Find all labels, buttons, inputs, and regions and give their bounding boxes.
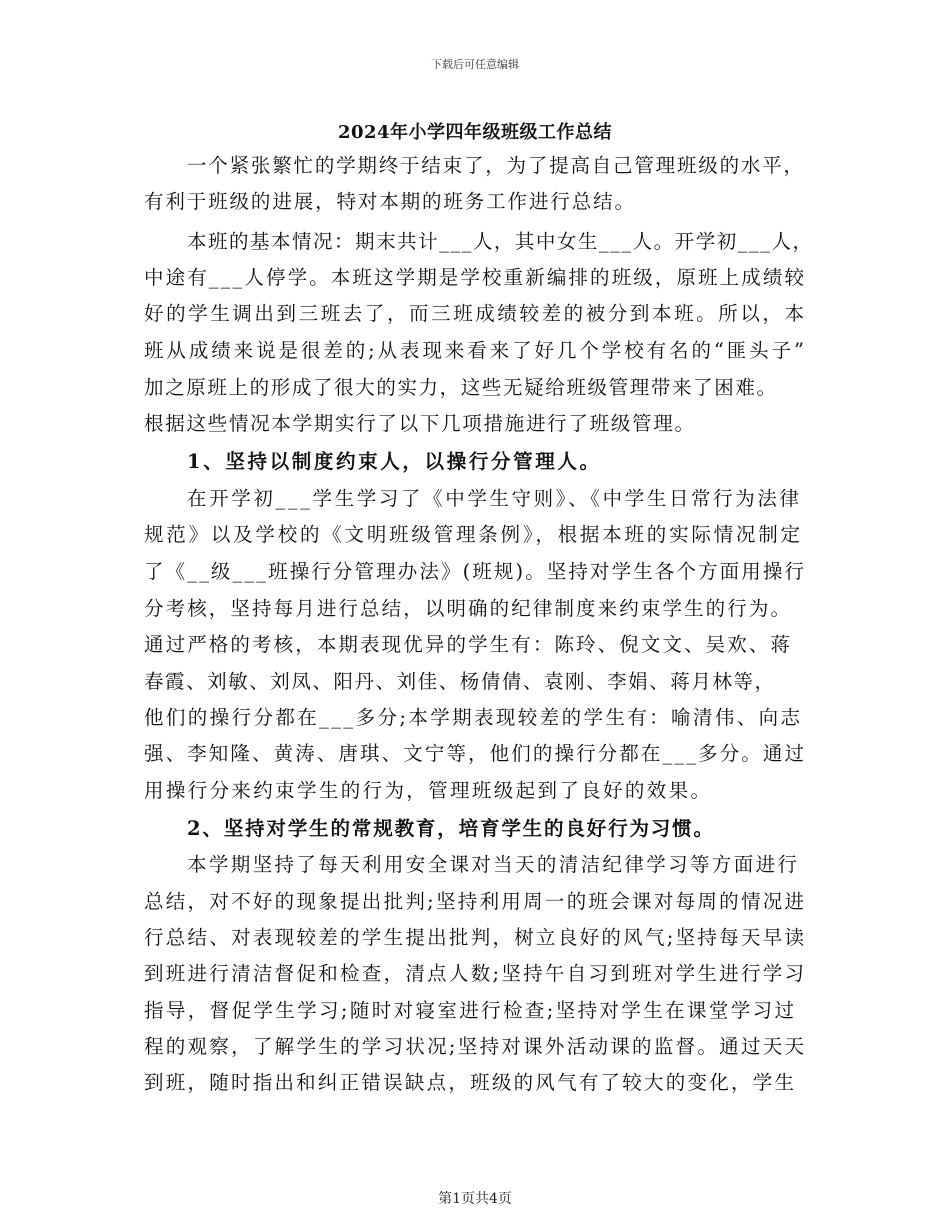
body-line: 本班的基本情况：期末共计___人，其中女生___人。开学初___人， <box>187 230 814 253</box>
body-line: 通过严格的考核，本期表现优异的学生有：陈玲、倪文文、吴欢、蒋 <box>144 633 793 656</box>
body-line: 到班，随时指出和纠正错误缺点，班级的风气有了较大的变化，学生 <box>144 1071 797 1094</box>
body-line: 行总结、对表现较差的学生提出批判，树立良好的风气;坚持每天早读 <box>144 926 807 949</box>
body-line: 总结，对不好的现象提出批判;坚持利用周一的班会课对每周的情况进 <box>144 890 807 913</box>
body-line: 一个紧张繁忙的学期终于结束了，为了提高自己管理班级的水平， <box>187 154 805 177</box>
header-note: 下载后可任意编辑 <box>431 58 519 71</box>
body-line: 他们的操行分都在___多分;本学期表现较差的学生有：喻清伟、向志 <box>144 706 803 729</box>
page-footer: 第1页共4页 <box>438 1191 512 1207</box>
body-line: 春霞、刘敏、刘凤、阳丹、刘佳、杨倩倩、袁刚、李娟、蒋月林等， <box>144 670 776 693</box>
body-line: 中途有___人停学。本班这学期是学校重新编排的班级，原班上成绩较 <box>144 266 807 289</box>
body-line: 有利于班级的进展，特对本期的班务工作进行总结。 <box>144 190 636 213</box>
body-line: 根据这些情况本学期实行了以下几项措施进行了班级管理。 <box>144 412 696 435</box>
document-title: 2024年小学四年级班级工作总结 <box>337 122 613 143</box>
body-line: 本学期坚持了每天利用安全课对当天的清洁纪律学习等方面进行 <box>187 853 800 876</box>
body-line: 好的学生调出到三班去了，而三班成绩较差的被分到本班。所以，本 <box>144 302 807 325</box>
body-line: 到班进行清洁督促和检查，清点人数;坚持午自习到班对学生进行学习 <box>144 962 807 985</box>
body-line: 了《__级___班操行分管理办法》(班规)。坚持对学生各个方面用操行 <box>144 560 807 583</box>
section-heading: 2、坚持对学生的常规教育，培育学生的良好行为习惯。 <box>187 817 715 840</box>
body-line: 班从成绩来说是很差的;从表现来看来了好几个学校有名的“匪头子” <box>144 339 807 362</box>
body-line: 强、李知隆、黄涛、唐琪、文宁等，他们的操行分都在___多分。通过 <box>144 742 807 765</box>
body-line: 程的观察，了解学生的学习状况;坚持对课外活动课的监督。通过天天 <box>144 1035 807 1058</box>
body-line: 分考核，坚持每月进行总结，以明确的纪律制度来约束学生的行为。 <box>144 597 793 620</box>
body-line: 指导，督促学生学习;随时对寝室进行检查;坚持对学生在课堂学习过 <box>144 999 797 1022</box>
body-line: 用操行分来约束学生的行为，管理班级起到了良好的效果。 <box>144 779 713 802</box>
body-line: 在开学初___学生学习了《中学生守则》、《中学生日常行为法律 <box>187 487 802 510</box>
section-heading: 1、坚持以制度约束人，以操行分管理人。 <box>187 450 602 473</box>
body-line: 规范》以及学校的《文明班级管理条例》，根据本班的实际情况制定 <box>144 523 803 546</box>
body-line: 加之原班上的形成了很大的实力，这些无疑给班级管理带来了困难。 <box>144 376 778 399</box>
